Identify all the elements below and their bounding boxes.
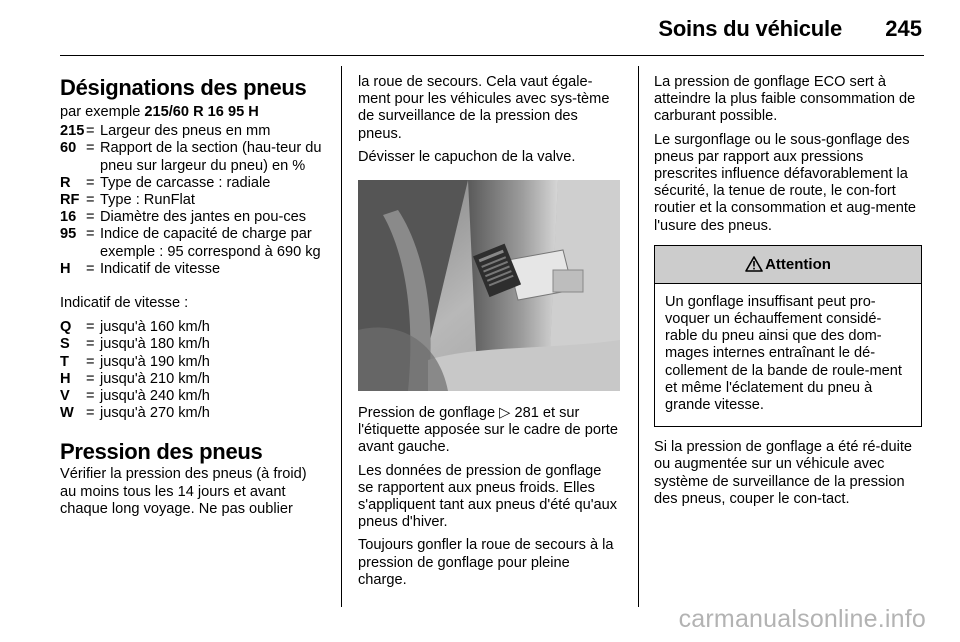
definition-term: RF [60,192,80,209]
definition-row [60,336,326,353]
definition-row [60,140,326,174]
definition-row [60,175,326,192]
definition-term: H [60,370,71,387]
definition-row [60,192,326,209]
definition-desc: Type de carcasse : radiale [100,174,271,191]
definition-term: R [60,174,71,191]
definition-desc: Rapport de la section (hau-teur du pneu sur largeur du pneu) en % [100,140,322,174]
reference-arrow-icon: ▷ [499,405,511,422]
definition-term: V [60,388,70,405]
definition-eq: = [86,226,95,243]
speed-intro: Indicatif de vitesse : [60,295,189,312]
overinflation-paragraph: Le surgonflage ou le sous-gonflage des pneus par rapport aux pressions prescrites influence défavorablement la sécurité, la tenue de route, le con-fort routier et la consommation et aug-mente l'usure des pneus. [654,131,917,234]
column-middle [358,74,620,589]
watermark: carmanualsonline.info [678,605,926,633]
attention-title: Attention [765,255,831,273]
cold-tires-paragraph: Les données de pression de gonflage se rapportent aux pneus froids. Elles s'appliquent tant aux pneus d'été qu'aux pneus d'hiver. [358,462,618,531]
definition-row [60,209,326,226]
definition-desc: jusqu'à 270 km/h [100,405,210,422]
eco-pressure-paragraph: La pression de gonflage ECO sert à atteindre la plus faible consommation de carburant possible. [654,74,916,125]
page-header [0,0,960,56]
definition-term: S [60,336,70,353]
definition-row [60,261,326,278]
definition-term: 16 [60,209,77,226]
designation-list [60,123,326,278]
header-title: Soins du véhicule [658,16,842,41]
definition-eq: = [86,140,95,157]
attention-box [654,245,922,427]
definition-desc: jusqu'à 190 km/h [100,353,210,370]
pressure-reference-text: Pression de gonflage [358,405,500,422]
pressure-reference-text-end: 281 et sur l'étiquette apposée sur le cadre de porte avant gauche. [358,405,618,456]
definition-term: T [60,353,69,370]
definition-desc: Type : RunFlat [100,192,195,209]
definition-eq: = [86,370,95,387]
definition-eq: = [86,353,95,370]
example-line [60,104,326,121]
definition-eq: = [86,388,95,405]
example-value: 215/60 R 16 95 H [144,104,259,120]
column-divider [638,66,639,607]
section-heading-tire-pressure: Pression des pneus [60,439,263,465]
definition-row [60,354,326,371]
definition-desc: Indice de capacité de charge par exemple : 95 correspond à 690 kg [100,226,321,260]
definition-desc: jusqu'à 210 km/h [100,370,210,387]
example-prefix: par exemple [60,104,145,120]
definition-row [60,123,326,140]
definition-eq: = [86,319,95,336]
spare-wheel-paragraph: la roue de secours. Cela vaut égale-ment pour les véhicules avec sys-tème de surveillance de la pression des pneus. [358,74,610,142]
monitoring-system-paragraph: Si la pression de gonflage a été ré-duite ou augmentée sur un véhicule avec système de surveillance de la pression des pneus, couper le con-tact. [654,439,912,507]
definition-row [60,226,326,260]
definition-term: 215 [60,123,85,140]
valve-cap-paragraph: Dévisser le capuchon de la valve. [358,148,576,165]
header-rule [60,55,924,56]
warning-triangle-icon [745,256,763,272]
attention-text: Un gonflage insuffisant peut pro-voquer un échauffement considé-rable du pneu ainsi que des dom-mages internes entraînant le dé-collement de la bande de roule-ment et même l'éclatement du pneu à grande vitesse. [665,293,902,414]
definition-desc: Indicatif de vitesse [100,260,221,277]
definition-eq: = [86,260,95,277]
definition-desc: jusqu'à 240 km/h [100,388,210,405]
definition-row [60,319,326,336]
definition-term: Q [60,319,72,336]
definition-eq: = [86,192,95,209]
definition-term: H [60,260,71,277]
pressure-reference-paragraph [358,405,620,457]
definition-eq: = [86,209,95,226]
column-divider [341,66,342,607]
definition-eq: = [86,405,95,422]
definition-term: 60 [60,140,77,157]
section-heading-tire-designations: Désignations des pneus [60,75,307,100]
definition-desc: Diamètre des jantes en pou-ces [100,209,307,226]
definition-term: W [60,405,74,422]
definition-eq: = [86,123,95,140]
spare-wheel-inflation-paragraph: Toujours gonfler la roue de secours à la pression de gonflage pour pleine charge. [358,537,614,588]
definition-desc: jusqu'à 180 km/h [100,336,210,353]
column-left [60,75,326,518]
definition-row [60,388,326,405]
definition-eq: = [86,174,95,191]
door-frame-tire-label-photo [358,180,620,391]
definition-desc: Largeur des pneus en mm [100,123,271,140]
speed-index-list [60,319,326,422]
pressure-intro-paragraph: Vérifier la pression des pneus (à froid) au moins tous les 14 jours et avant chaque long voyage. Ne pas oublier [60,466,307,517]
attention-header [655,246,921,284]
definition-eq: = [86,336,95,353]
definition-row [60,371,326,388]
definition-desc: jusqu'à 160 km/h [100,319,210,336]
definition-term: 95 [60,226,77,243]
definition-row [60,405,326,422]
column-right [654,74,924,508]
page-number: 245 [885,16,922,41]
